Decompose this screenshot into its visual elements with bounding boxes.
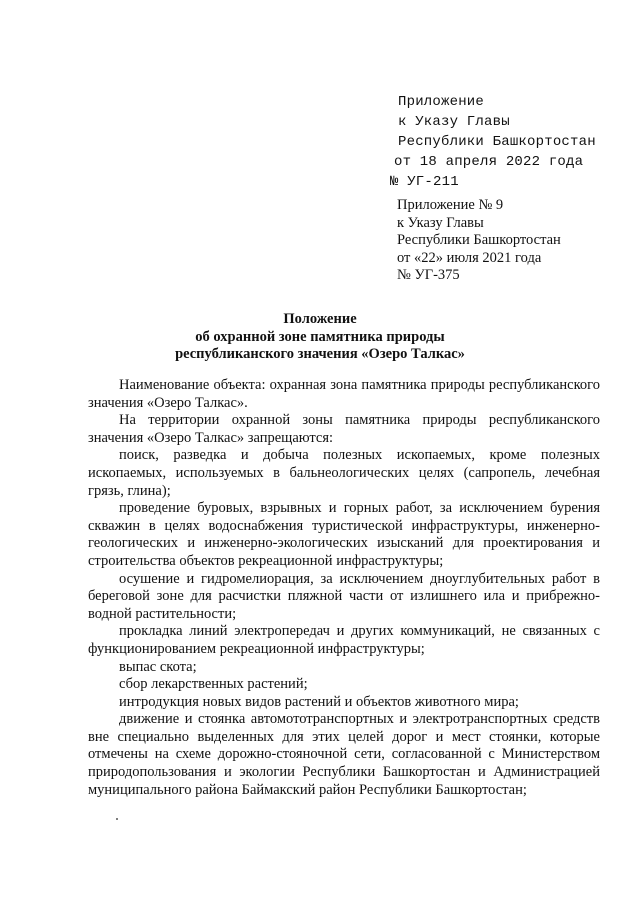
list-item: осушение и гидромелиорация, за исключением дноуглубительных работ в береговой зоне для расчистки пляжной части от излишнего ила и прибрежно-водной растительности;	[88, 570, 600, 622]
list-item: выпас скота;	[119, 658, 197, 675]
list-item: сбор лекарственных растений;	[119, 676, 308, 693]
list-item: движение и стоянка автомототранспортных и электротранспортных средств вне специально выделенных для этих целей дорог и мест стоянки, которые отмечены на схеме дорожно-стояночной сети, согласованной с Министерством природопользования и экологии Республики Башкортостан и Администрацией муниципального района Баймакский район Республики Башкортостан;	[88, 711, 600, 798]
scan-speck	[116, 818, 118, 820]
list-item: проведение буровых, взрывных и горных работ, за исключением бурения скважин в целях водоснабжения туристической инфраструктуры, инженерно-геологических и инженерно-экологических изысканий для проектирования и строительства объектов рекреационной инфраструктуры;	[88, 500, 600, 569]
annex-header	[397, 197, 627, 285]
stamp-number: № УГ-211	[390, 174, 459, 190]
annex-line: к Указу Главы	[397, 214, 484, 231]
document-body	[88, 377, 600, 799]
title-line: об охранной зоне памятника природы	[195, 328, 445, 345]
stamp-line: к Указу Главы	[398, 114, 510, 130]
title-line: республиканского значения «Озеро Талкас»	[175, 346, 465, 363]
amendment-stamp	[390, 92, 620, 192]
title-line: Положение	[283, 311, 357, 327]
paragraph-prohibitions-intro: На территории охранной зоны памятника природы республиканского значения «Озеро Талкас» запрещаются:	[88, 412, 600, 446]
annex-line: Республики Башкортостан	[397, 232, 561, 249]
annex-date: от «22» июля 2021 года	[397, 249, 542, 266]
list-item: поиск, разведка и добыча полезных ископаемых, кроме полезных ископаемых, используемых в бальнеологических целях (сапропель, лечебная грязь, глина);	[88, 447, 600, 499]
paragraph-object-name: Наименование объекта: охранная зона памятника природы республиканского значения «Озеро Талкас».	[88, 377, 600, 411]
annex-number: № УГ-375	[397, 267, 460, 284]
stamp-line: Республики Башкортостан	[398, 134, 596, 150]
list-item: интродукция новых видов растений и объектов животного мира;	[119, 693, 519, 710]
stamp-date: от 18 апреля 2022 года	[394, 154, 584, 170]
list-item: прокладка линий электропередач и других коммуникаций, не связанных с функционированием рекреационной инфраструктуры;	[88, 623, 600, 657]
annex-line: Приложение № 9	[397, 197, 504, 213]
stamp-line: Приложение	[398, 94, 485, 110]
document-title	[0, 311, 640, 364]
